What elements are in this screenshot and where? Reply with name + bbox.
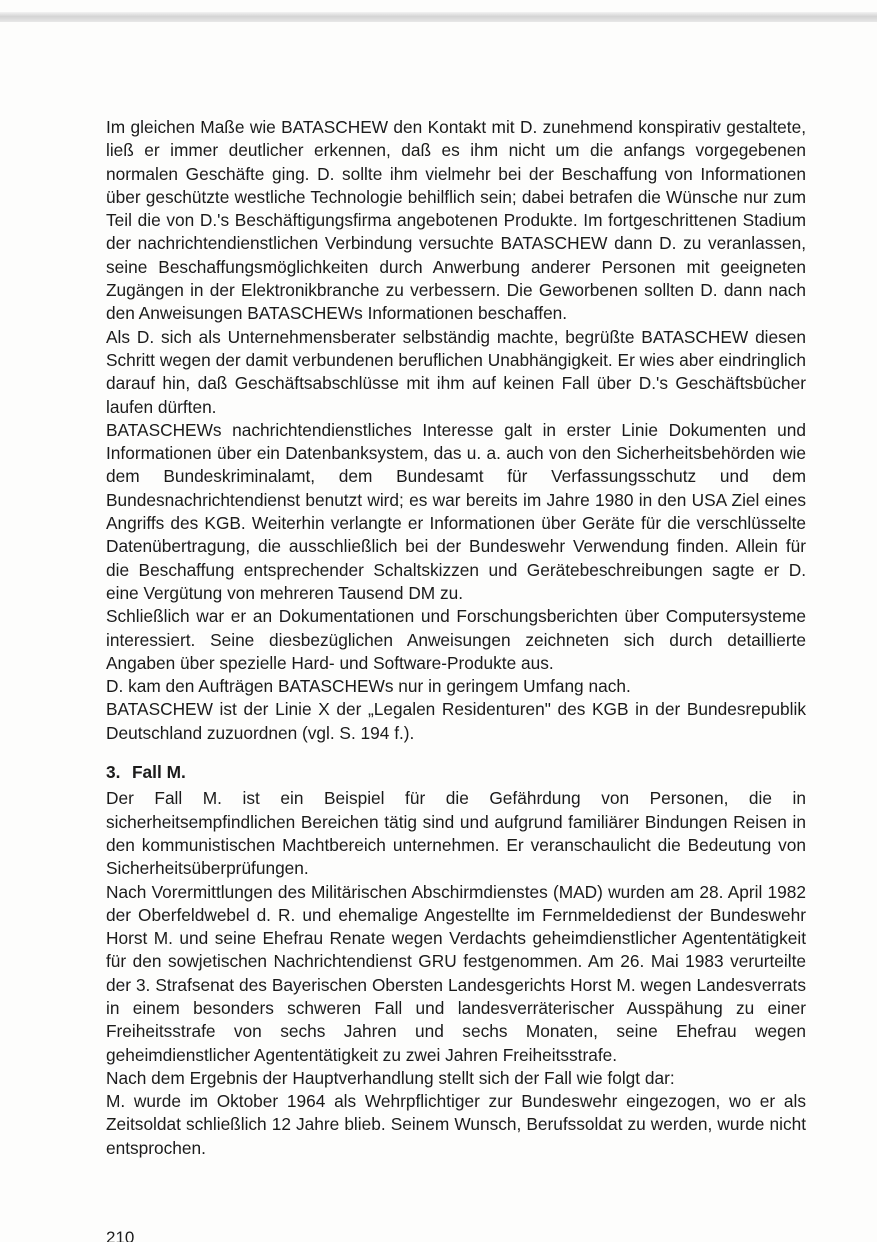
section-title: Fall M. (132, 762, 186, 783)
scan-edge-rule (0, 12, 877, 22)
paragraph: Schließlich war er an Dokumentationen und Forschungsberichten über Computersysteme interessiert. Seine diesbezüglichen Anweisungen zeichneten sich durch detaillierte Angaben über spezielle Hard- und Software-Produkte aus. (106, 606, 806, 673)
section-heading (106, 761, 806, 784)
page-number: 210 (106, 1228, 135, 1242)
paragraph: Nach Vorermittlungen des Militärischen Abschirmdienstes (MAD) wurden am 28. April 1982 der Oberfeldwebel d. R. und ehemalige Angestellte im Fernmeldedienst der Bundeswehr Horst M. und seine Ehefrau Renate wegen Verdachts geheimdienstlicher Agententätigkeit für den sowjetischen Nachrichtendienst GRU festgenommen. Am 26. Mai 1983 verurteilte der 3. Strafsenat des Bayerischen Obersten Landesgerichts Horst M. wegen Landesverrats in einem besonders schweren Fall und landesverräterischer Ausspähung zu einer Freiheitsstrafe von sechs Jahren und sechs Monaten, seine Ehefrau wegen geheimdienstlicher Agententätigkeit zu zwei Jahren Freiheitsstrafe. (106, 881, 806, 1065)
paragraph: Als D. sich als Unternehmensberater selbständig machte, begrüßte BATASCHEW diesen Schritt wegen der damit verbundenen beruflichen Unabhängigkeit. Er wies aber eindringlich darauf hin, daß Geschäftsabschlüsse mit ihm auf keinen Fall über D.'s Geschäftsbücher laufen dürften. (106, 326, 806, 417)
paragraph: D. kam den Aufträgen BATASCHEWs nur in geringem Umfang nach. (106, 676, 631, 697)
body-text (106, 116, 806, 1160)
section-number: 3. (106, 762, 121, 783)
paragraph: Der Fall M. ist ein Beispiel für die Gefährdung von Personen, die in sicherheitsempfindlichen Bereichen tätig sind und aufgrund familiärer Bindungen Reisen in den kommunistischen Machtbereich unternehmen. Er veranschaulicht die Bedeutung von Sicherheitsüberprüfungen. (106, 788, 806, 879)
paragraph: Nach dem Ergebnis der Hauptverhandlung stellt sich der Fall wie folgt dar: (106, 1067, 675, 1088)
paragraph: Im gleichen Maße wie BATASCHEW den Kontakt mit D. zunehmend konspirativ gestaltete, ließ er immer deutlicher erkennen, daß es ihm nicht um die anfangs vorgegebenen normalen Geschäfte ging. D. sollte ihm vielmehr bei der Beschaffung von Informationen über geschützte westliche Technologie behilflich sein; dabei betrafen die Wünsche nur zum Teil die von D.'s Beschäftigungsfirma angebotenen Produkte. Im fortgeschrittenen Stadium der nachrichtendienstlichen Verbindung versuchte BATASCHEW dann D. zu veranlassen, seine Beschaffungsmöglichkeiten durch Anwerbung anderer Personen mit geeigneten Zugängen in der Elektronikbranche zu verbessern. Die Geworbenen sollten D. dann nach den Anweisungen BATASCHEWs Informationen beschaffen. (106, 117, 806, 324)
paragraph: BATASCHEWs nachrichtendienstliches Interesse galt in erster Linie Dokumenten und Informationen über ein Datenbanksystem, das u. a. auch von den Sicherheitsbehörden wie dem Bundeskriminalamt, dem Bundesamt für Verfassungsschutz und dem Bundesnachrichtendienst benutzt wird; es war bereits im Jahre 1980 in den USA Ziel eines Angriffs des KGB. Weiterhin verlangte er Informationen über Geräte für die verschlüsselte Datenübertragung, die ausschließlich bei der Bundeswehr Verwendung finden. Allein für die Beschaffung entsprechender Schaltskizzen und Gerätebeschreibungen sagte er D. eine Vergütung von mehreren Tausend DM zu. (106, 419, 806, 603)
paragraph: M. wurde im Oktober 1964 als Wehrpflichtiger zur Bundeswehr eingezogen, wo er als Zeitsoldat schließlich 12 Jahre blieb. Seinem Wunsch, Berufssoldat zu werden, wurde nicht entsprochen. (106, 1091, 806, 1158)
paragraph: BATASCHEW ist der Linie X der „Legalen Residenturen" des KGB in der Bundesrepublik Deutschland zuzuordnen (vgl. S. 194 f.). (106, 699, 806, 743)
